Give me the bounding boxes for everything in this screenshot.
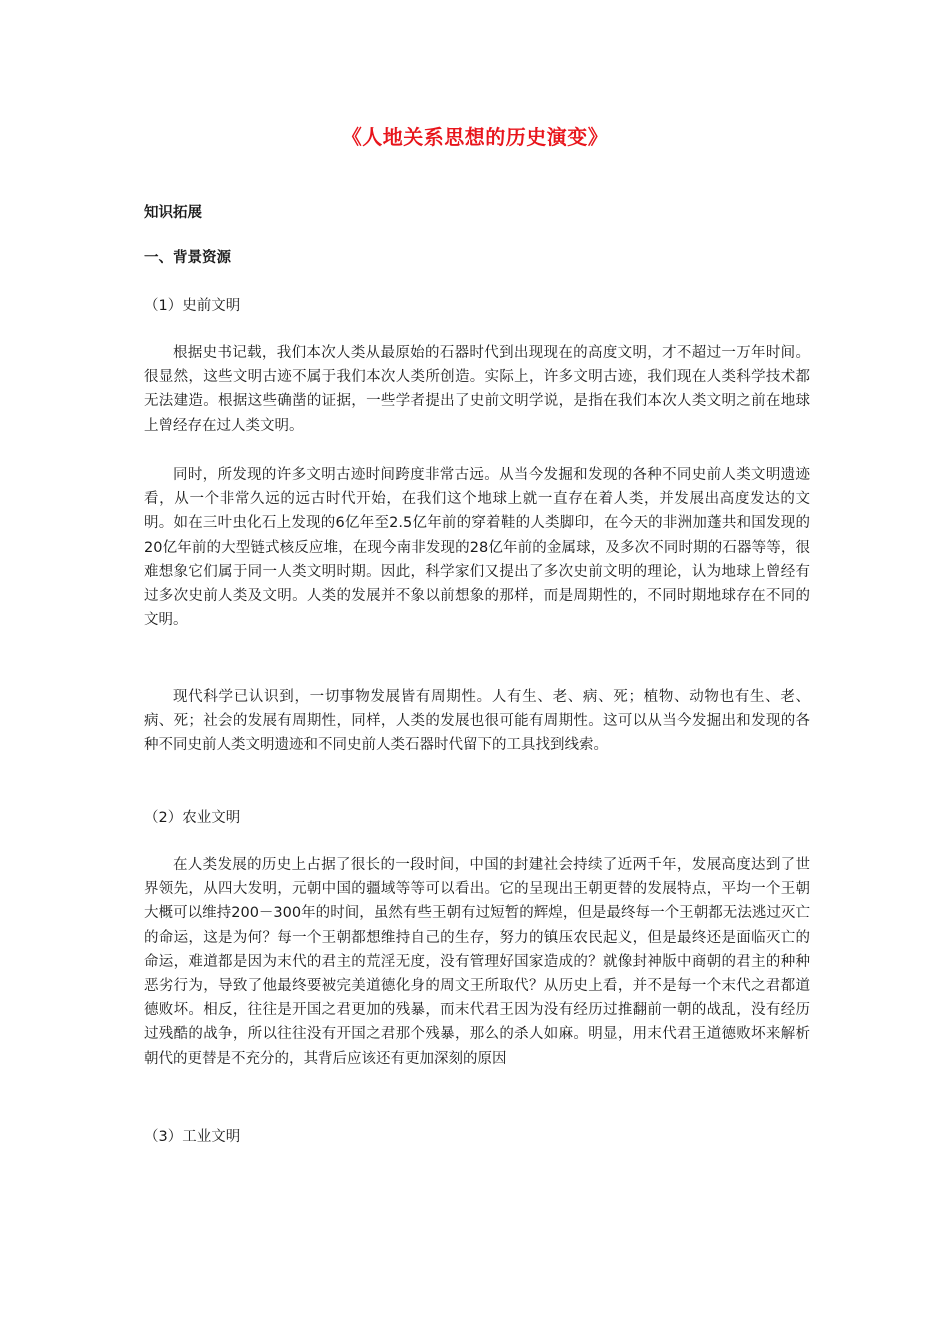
part-heading: 一、背景资源: [144, 250, 231, 266]
paragraph-prehistoric-1: 根据史书记载，我们本次人类从最原始的石器时代到出现现在的高度文明，才不超过一万年时间。很显然，这些文明古迹不属于我们本次人类所创造。实际上，许多文明古迹，我们现在人类科学技术都无法建造。根据这些确凿的证据，一些学者提出了史前文明学说，是指在我们本次人类文明之前在地球上曾经存在过人类文明。: [144, 345, 810, 434]
subheading-agricultural: （2）农业文明: [144, 810, 241, 826]
paragraph-prehistoric-3: 现代科学已认识到，一切事物发展皆有周期性。人有生、老、病、死；植物、动物也有生、老、病、死；社会的发展有周期性，同样，人类的发展也很可能有周期性。这可以从当今发掘出和发现的各种不同史前人类文明遗迹和不同史前人类石器时代留下的工具找到线索。: [144, 689, 810, 754]
subheading-prehistoric: （1）史前文明: [144, 298, 241, 314]
document-title: 《人地关系思想的历史演变》: [341, 125, 609, 149]
subheading-industrial: （3）工业文明: [144, 1129, 241, 1145]
section-heading: 知识拓展: [144, 205, 202, 221]
paragraph-agricultural: 在人类发展的历史上占据了很长的一段时间，中国的封建社会持续了近两千年，发展高度达到了世界领先，从四大发明，元朝中国的疆域等等可以看出。它的呈现出王朝更替的发展特点，平均一个王朝大概可以维持200－300年的时间，虽然有些王朝有过短暂的辉煌，但是最终每一个王朝都无法逃过灭亡的命运，这是为何？每一个王朝都想维持自己的生存，努力的镇压农民起义，但是最终还是面临灭亡的命运，难道都是因为末代的君主的荒淫无度，没有管理好国家造成的？就像封神版中商朝的君主的种种恶劣行为，导致了他最终要被完美道德化身的周文王所取代？从历史上看，并不是每一个末代之君都道德败坏。相反，往往是开国之君更加的残暴，而末代君王因为没有经历过推翻前一朝的战乱，没有经历过残酷的战争，所以往往没有开国之君那个残暴，那么的杀人如麻。明显，用末代君王道德败坏来解析朝代的更替是不充分的，其背后应该还有更加深刻的原因: [144, 857, 810, 1067]
paragraph-prehistoric-2: 同时，所发现的许多文明古迹时间跨度非常古远。从当今发掘和发现的各种不同史前人类文明遗迹看，从一个非常久远的远古时代开始，在我们这个地球上就一直存在着人类，并发展出高度发达的文明。如在三叶虫化石上发现的6亿年至2.5亿年前的穿着鞋的人类脚印，在今天的非洲加蓬共和国发现的20亿年前的大型链式核反应堆，在现今南非发现的28亿年前的金属球，及多次不同时期的石器等等，很难想象它们属于同一人类文明时期。因此，科学家们又提出了多次史前文明的理论，认为地球上曾经有过多次史前人类及文明。人类的发展并不象以前想象的那样，而是周期性的，不同时期地球存在不同的文明。: [144, 467, 810, 629]
